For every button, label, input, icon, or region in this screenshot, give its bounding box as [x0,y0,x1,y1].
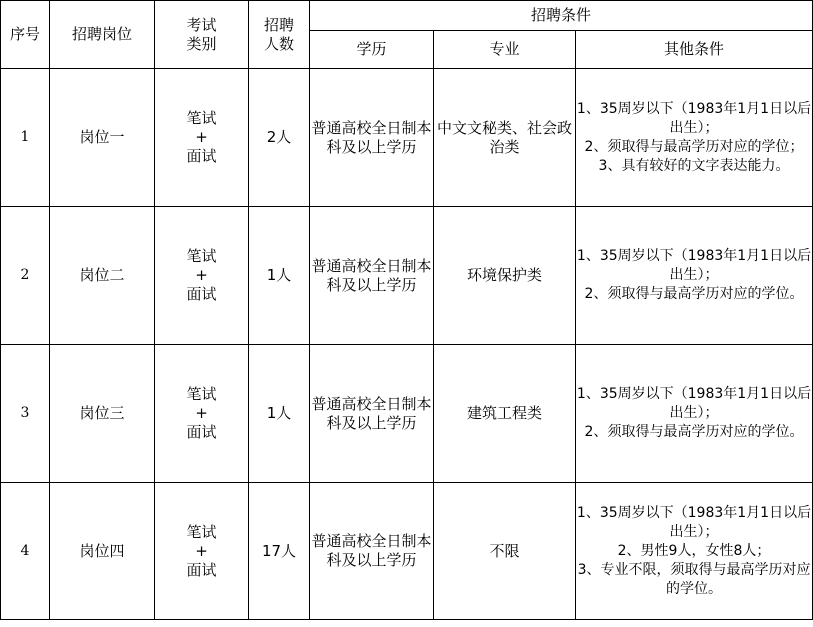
exam-line: 笔试 [186,247,217,265]
table-row [1,345,813,483]
cell-exam [155,345,249,483]
condition-line: 2、须取得与最高学历对应的学位。 [584,424,804,440]
table-row [1,207,813,345]
cell-education: 普通高校全日制本科及以上学历 [310,69,434,207]
cell-major: 建筑工程类 [434,345,576,483]
cell-other [576,483,813,620]
cell-education: 普通高校全日制本科及以上学历 [310,207,434,345]
exam-line: + [195,541,208,560]
cell-count: 1人 [249,207,310,345]
cell-count: 2人 [249,69,310,207]
header-count [249,1,310,69]
condition-line: 3、具有较好的文字表达能力。 [598,157,790,174]
cell-position: 岗位四 [50,483,155,620]
cell-seq: 4 [1,483,50,620]
cell-other [576,207,813,345]
cell-education: 普通高校全日制本科及以上学历 [310,483,434,620]
table-row [1,483,813,620]
cell-position: 岗位一 [50,69,155,207]
condition-line: 1、35周岁以下（1983年1月1日以后出生）； [576,386,812,421]
header-exam-type [155,1,249,69]
header-exam-type-line-1: 考试 [186,15,217,34]
exam-line: 笔试 [186,385,217,403]
cell-seq: 3 [1,345,50,483]
exam-line: 笔试 [186,522,217,541]
header-exam-type-line-2: 类别 [186,34,217,53]
cell-education: 普通高校全日制本科及以上学历 [310,345,434,483]
cell-position: 岗位三 [50,345,155,483]
condition-line: 1、35周岁以下（1983年1月1日以后出生）； [576,100,812,136]
cell-other [576,345,813,483]
header-major: 专业 [434,31,576,69]
cell-seq: 1 [1,69,50,207]
header-education: 学历 [310,31,434,69]
exam-line: + [195,128,208,146]
condition-line: 2、须取得与最高学历对应的学位。 [584,286,804,302]
exam-line: 面试 [186,147,217,165]
cell-major: 环境保护类 [434,207,576,345]
header-position: 招聘岗位 [50,1,155,69]
cell-exam [155,207,249,345]
condition-line: 3、专业不限，须取得与最高学历对应的学位。 [577,561,811,597]
table-row [1,69,813,207]
cell-count: 17人 [249,483,310,620]
exam-line: 面试 [186,560,217,579]
exam-line: 面试 [186,423,217,441]
cell-exam [155,69,249,207]
exam-line: + [195,266,208,284]
exam-line: 面试 [186,285,217,303]
cell-exam [155,483,249,620]
cell-position: 岗位二 [50,207,155,345]
cell-major: 中文文秘类、社会政治类 [434,69,576,207]
condition-line: 2、男性9人，女性8人； [617,542,771,559]
cell-major: 不限 [434,483,576,620]
header-seq: 序号 [1,1,50,69]
header-count-line-1: 招聘 [263,15,294,34]
exam-line: 笔试 [186,109,217,127]
header-other: 其他条件 [576,31,813,69]
cell-seq: 2 [1,207,50,345]
cell-other [576,69,813,207]
cell-count: 1人 [249,345,310,483]
condition-line: 1、35周岁以下（1983年1月1日以后出生）； [576,504,812,540]
header-row-1 [1,1,813,31]
exam-line: + [195,404,208,422]
condition-line: 1、35周岁以下（1983年1月1日以后出生）； [576,248,812,283]
condition-line: 2、须取得与最高学历对应的学位； [584,138,804,155]
header-count-line-2: 人数 [263,34,294,53]
header-conditions: 招聘条件 [310,1,813,31]
